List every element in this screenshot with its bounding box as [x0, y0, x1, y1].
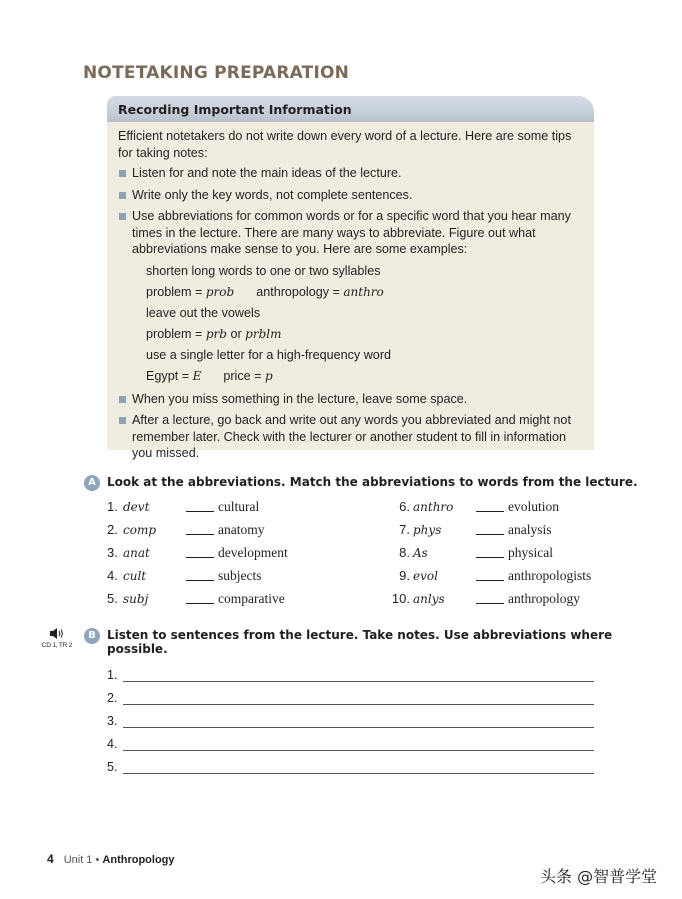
tip-bullet: Write only the key words, not complete sentences.: [118, 187, 582, 204]
note-line-row: [107, 714, 594, 737]
activity-b-badge-icon: B: [84, 628, 100, 644]
item-number: 3.: [107, 714, 118, 728]
note-lines: [107, 668, 594, 783]
handwritten-abbr: p: [265, 368, 273, 383]
match-item: [107, 590, 307, 613]
square-bullet-icon: [119, 170, 126, 177]
answer-blank[interactable]: [186, 590, 214, 604]
match-word: cultural: [218, 499, 260, 514]
handwritten-abbr: cult: [123, 569, 147, 583]
item-number: 2.: [107, 522, 118, 537]
note-line-row: [107, 737, 594, 760]
answer-line[interactable]: [123, 681, 594, 682]
tip-bullet: Use abbreviations for common words or for a specific word that you hear many times in the lecture. There are many ways to abbreviate. Figure out what abbreviations make sense to you. Here are some examples:: [118, 208, 582, 258]
item-number: 1.: [107, 499, 118, 514]
match-item: [389, 544, 599, 567]
note-line-row: [107, 668, 594, 691]
match-word: anatomy: [218, 522, 265, 537]
audio-track-label: CD 1, TR 2: [41, 642, 73, 649]
handwritten-abbr: E: [192, 368, 202, 383]
match-item: [389, 498, 599, 521]
match-item: [107, 498, 307, 521]
match-word: anthropologists: [508, 568, 592, 583]
handwritten-abbr: prob: [205, 284, 235, 299]
match-word: subjects: [218, 568, 262, 583]
answer-line[interactable]: [123, 727, 594, 728]
abbreviation-examples: [118, 263, 582, 385]
answer-blank[interactable]: [476, 544, 504, 558]
answer-blank[interactable]: [186, 544, 214, 558]
match-item: [389, 590, 599, 613]
item-number: 6.: [399, 499, 410, 514]
handwritten-abbr: phys: [413, 523, 442, 537]
handwritten-abbr: comp: [123, 523, 157, 537]
answer-blank[interactable]: [476, 590, 504, 604]
example-heading: leave out the vowels: [146, 305, 261, 320]
answer-blank[interactable]: [476, 567, 504, 581]
answer-line[interactable]: [123, 704, 594, 705]
item-number: 4.: [107, 737, 118, 751]
handwritten-abbr: anat: [123, 546, 150, 560]
watermark: 头条 @智普学堂: [540, 867, 658, 886]
match-item: [389, 567, 599, 590]
tip-bullet: When you miss something in the lecture, leave some space.: [118, 391, 582, 408]
match-item: [107, 544, 307, 567]
handwritten-abbr: anlys: [413, 592, 445, 606]
answer-blank[interactable]: [476, 521, 504, 535]
activity-a-badge-icon: A: [84, 475, 100, 491]
match-item: [389, 521, 599, 544]
activity-b-instruction: B Listen to sentences from the lecture. Take notes. Use abbreviations where possible.: [84, 628, 612, 656]
item-number: 9.: [399, 568, 410, 583]
item-number: 3.: [107, 545, 118, 560]
match-column-right: [389, 498, 599, 613]
speaker-icon[interactable]: [40, 628, 74, 641]
tip-box-body: [107, 122, 594, 462]
match-item: [107, 521, 307, 544]
answer-blank[interactable]: [186, 521, 214, 535]
tip-box: [107, 96, 594, 460]
answer-blank[interactable]: [476, 498, 504, 512]
tip-box-title: Recording Important Information: [107, 96, 594, 122]
audio-track[interactable]: [40, 628, 74, 651]
tip-bullet: Listen for and note the main ideas of the lecture.: [118, 165, 582, 182]
answer-blank[interactable]: [186, 498, 214, 512]
item-number: 4.: [107, 568, 118, 583]
example-line: problem = prb or prblm: [146, 326, 282, 341]
handwritten-abbr: devt: [123, 500, 150, 514]
match-word: comparative: [218, 591, 285, 606]
square-bullet-icon: [119, 192, 126, 199]
page-number: 4: [47, 852, 54, 866]
note-line-row: [107, 691, 594, 714]
tip-bullet: After a lecture, go back and write out any words you abbreviated and might not remember later. Check with the lecturer or another student to fill in information you missed.: [118, 412, 582, 462]
handwritten-abbr: prb: [205, 326, 227, 341]
example-line: Egypt = E price = p: [146, 368, 273, 383]
match-word: analysis: [508, 522, 552, 537]
note-line-row: [107, 760, 594, 783]
handwritten-abbr: anthro: [413, 500, 454, 514]
item-number: 1.: [107, 668, 118, 682]
item-number: 8.: [399, 545, 410, 560]
unit-label: Unit 1: [63, 854, 93, 866]
match-word: anthropology: [508, 591, 580, 606]
square-bullet-icon: [119, 396, 126, 403]
handwritten-abbr: prblm: [245, 326, 282, 341]
section-title: NOTETAKING PREPARATION: [83, 63, 350, 83]
activity-a-instruction: A Look at the abbreviations. Match the abbreviations to words from the lecture.: [84, 475, 638, 491]
match-item: [107, 567, 307, 590]
example-line: problem = prob anthropology = anthro: [146, 284, 384, 299]
page-footer: 4 Unit 1 • Anthropology: [47, 852, 175, 866]
tip-intro: Efficient notetakers do not write down every word of a lecture. Here are some tips for taking notes:: [118, 129, 572, 160]
answer-line[interactable]: [123, 750, 594, 751]
example-heading: shorten long words to one or two syllables: [146, 263, 381, 278]
unit-topic: Anthropology: [102, 854, 175, 866]
match-column-left: [107, 498, 307, 613]
item-number: 2.: [107, 691, 118, 705]
answer-blank[interactable]: [186, 567, 214, 581]
match-word: evolution: [508, 499, 559, 514]
handwritten-abbr: subj: [123, 592, 149, 606]
item-number: 5.: [107, 591, 118, 606]
item-number: 10.: [391, 591, 410, 606]
item-number: 5.: [107, 760, 118, 774]
square-bullet-icon: [119, 417, 126, 424]
item-number: 7.: [399, 522, 410, 537]
handwritten-abbr: evol: [413, 569, 438, 583]
handwritten-abbr: As: [413, 546, 428, 560]
match-word: physical: [508, 545, 553, 560]
handwritten-abbr: anthro: [343, 284, 384, 299]
match-word: development: [218, 545, 288, 560]
answer-line[interactable]: [123, 773, 594, 774]
square-bullet-icon: [119, 213, 126, 220]
example-heading: use a single letter for a high-frequency word: [146, 347, 392, 362]
